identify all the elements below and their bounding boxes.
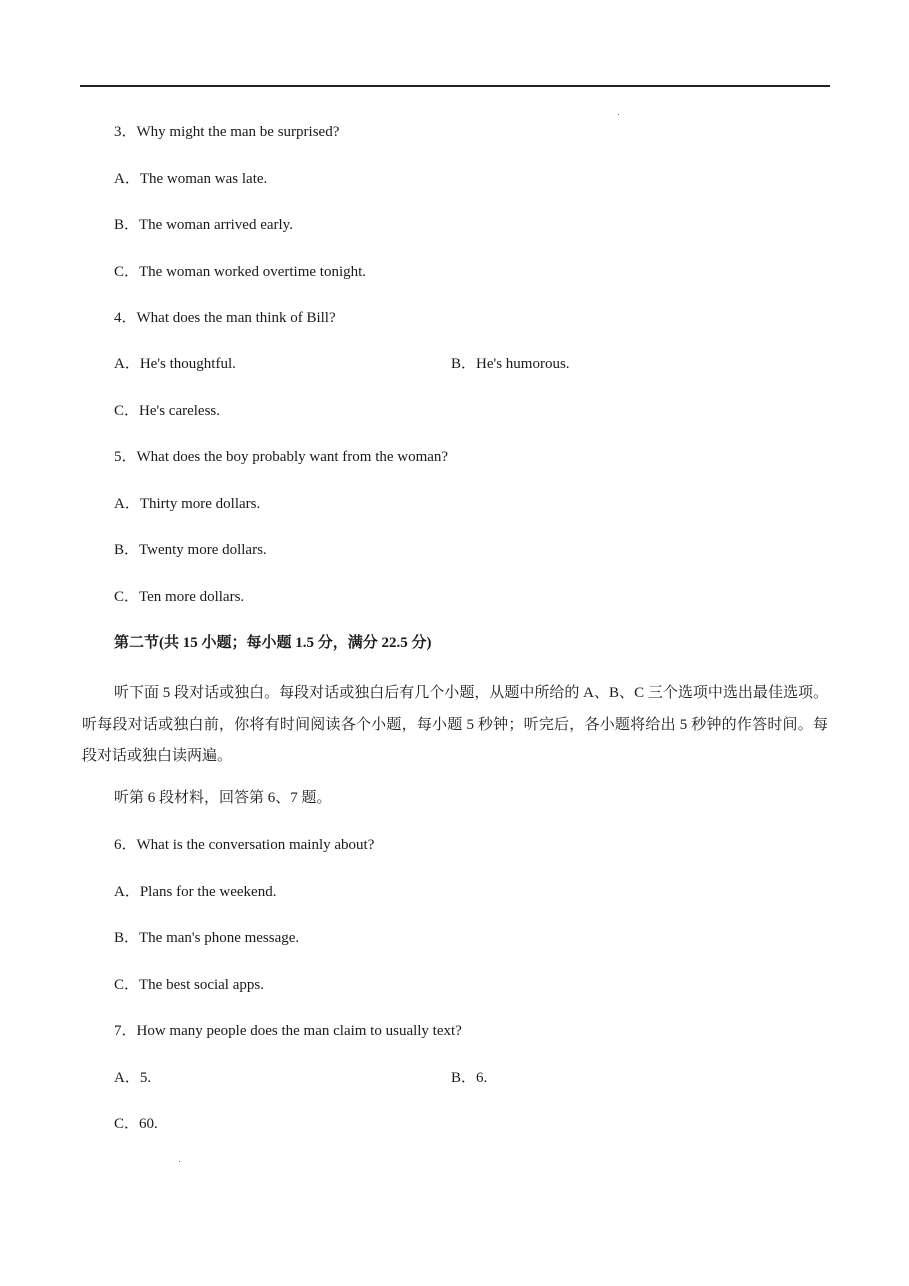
question-6-stem: 6．What is the conversation mainly about? (114, 837, 375, 853)
question-5-option-a: A．Thirty more dollars. (114, 496, 261, 512)
question-6-option-c: C．The best social apps. (114, 977, 264, 993)
question-5-option-c: C．Ten more dollars. (114, 589, 245, 605)
question-7-option-b: B．6. (451, 1070, 488, 1086)
question-4-option-a: A．He's thoughtful. (114, 356, 236, 372)
question-3-option-c: C．The woman worked overtime tonight. (114, 264, 367, 280)
question-7-option-c: C．60. (114, 1116, 158, 1132)
section-heading: 第二节(共 15 小题；每小题 1.5 分，满分 22.5 分) (114, 635, 432, 651)
header-rule (80, 85, 830, 87)
scan-speck (179, 1161, 180, 1162)
question-7-option-a: A．5. (114, 1070, 152, 1086)
question-6-option-a: A．Plans for the weekend. (114, 884, 277, 900)
section-instructions: 听下面 5 段对话或独白。每段对话或独白后有几个小题，从题中所给的 A、B、C 三个选项中选出最佳选项。听每段对话或独白前，你将有时间阅读各个小题，每小题 5 秒钟；听完后，各小题将给出 5 秒钟的作答时间。每段对话或独白读两遍。 (82, 685, 828, 764)
scan-speck (618, 114, 619, 115)
question-5-option-b: B．Twenty more dollars. (114, 542, 267, 558)
question-5-stem: 5．What does the boy probably want from the woman? (114, 449, 449, 465)
question-3-stem: 3．Why might the man be surprised? (114, 124, 340, 140)
question-7-stem: 7．How many people does the man claim to usually text? (114, 1023, 462, 1039)
question-3-option-a: A．The woman was late. (114, 171, 268, 187)
question-4-stem: 4．What does the man think of Bill? (114, 310, 336, 326)
question-4-option-c: C．He's careless. (114, 403, 221, 419)
question-3-option-b: B．The woman arrived early. (114, 217, 293, 233)
material-6-note: 听第 6 段材料，回答第 6、7 题。 (114, 790, 332, 806)
question-6-option-b: B．The man's phone message. (114, 930, 300, 946)
question-4-option-b: B．He's humorous. (451, 356, 570, 372)
